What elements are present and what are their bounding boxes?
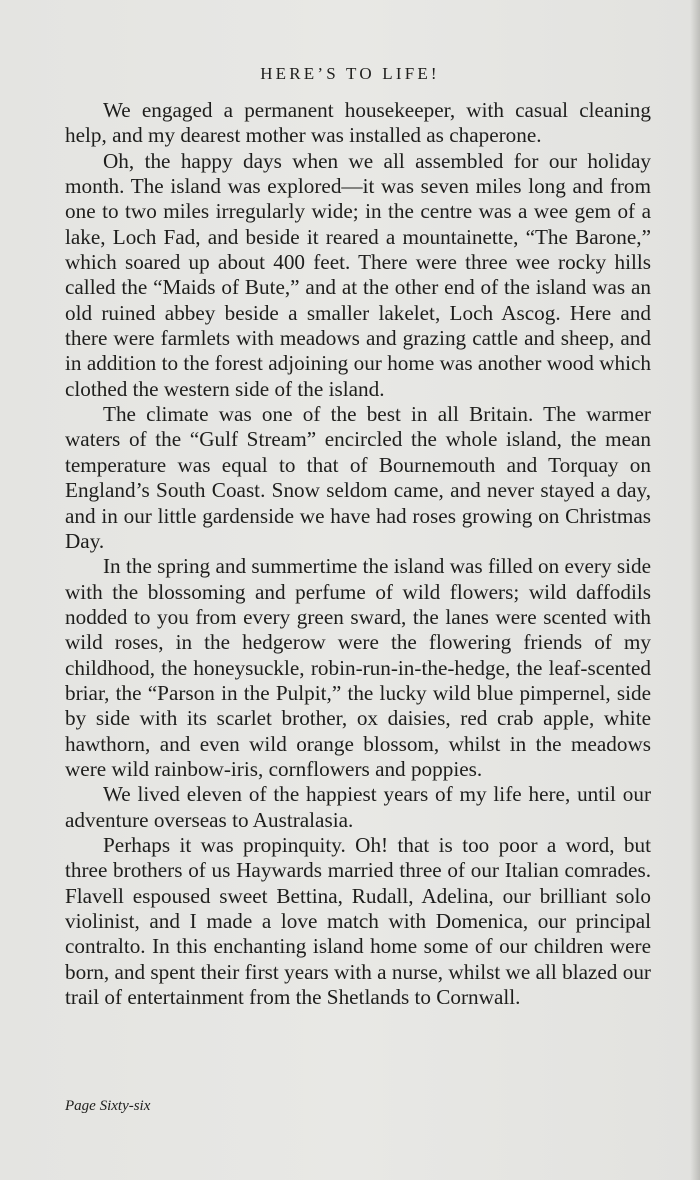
- body-text: [65, 98, 651, 1010]
- running-header: HERE’S TO LIFE!: [260, 64, 440, 83]
- paragraph-island: Oh, the happy days when we all assembled for our holiday month. The island was explored—it was seven miles long and from one to two miles irregularly wide; in the centre was a wee gem of a lake, Loch Fad, and beside it reared a mountainette, “The Barone,” which soared up about 400 feet. There were three wee rocky hills called the “Maids of Bute,” and at the other end of the island was an old ruined abbey beside a smaller lakelet, Loch Ascog. Here and there were farmlets with meadows and grazing cattle and sheep, and in addition to the forest adjoining our home was another wood which clothed the western side of the island.: [65, 148, 651, 401]
- paragraph-climate: The climate was one of the best in all Britain. The warmer waters of the “Gulf Stream” encircled the whole island, the mean temperature was equal to that of Bournemouth and Torquay on England’s South Coast. Snow seldom came, and never stayed a day, and in our little gardenside we have had roses growing on Christmas Day.: [65, 402, 651, 553]
- paragraph-housekeeper: We engaged a permanent housekeeper, with casual cleaning help, and my dearest mother was installed as chaperone.: [65, 98, 651, 148]
- page-number: Page Sixty-six: [65, 1098, 151, 1114]
- paragraph-propinquity: Perhaps it was propinquity. Oh! that is too poor a word, but three brothers of us Haywards married three of our Italian comrades. Flavell espoused sweet Bettina, Rudall, Adelina, our brilliant solo violinist, and I made a love match with Domenica, our principal contralto. In this enchanting island home some of our children were born, and spent their first years with a nurse, whilst we all blazed our trail of entertainment from the Shetlands to Cornwall.: [65, 832, 651, 1010]
- page-edge-shadow: [690, 0, 700, 1180]
- paragraph-eleven-years: We lived eleven of the happiest years of my life here, until our adventure overseas to Australasia.: [65, 782, 651, 832]
- paragraph-flowers: In the spring and summertime the island was filled on every side with the blossoming and perfume of wild flowers; wild daffodils nodded to you from every green sward, the lanes were scented with wild roses, in the hedgerow were the flowering friends of my childhood, the honeysuckle, robin-run-in-the-hedge, the leaf-scented briar, the “Parson in the Pulpit,” the lucky wild blue pimpernel, side by side with its scarlet brother, ox daisies, red crab apple, white hawthorn, and even wild orange blossom, whilst in the meadows were wild rainbow-iris, cornflowers and poppies.: [65, 554, 651, 781]
